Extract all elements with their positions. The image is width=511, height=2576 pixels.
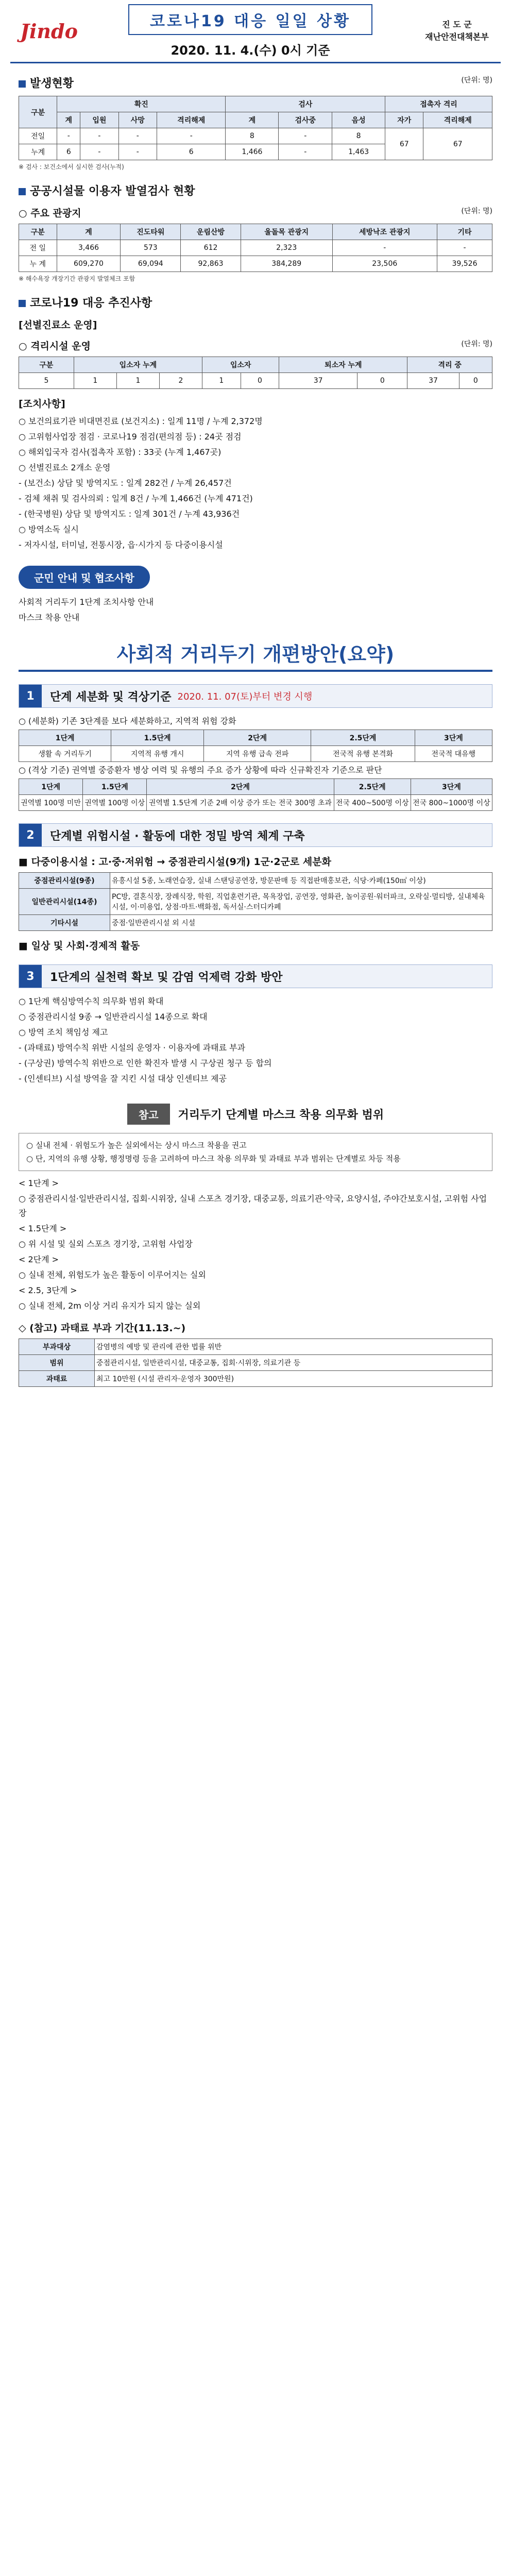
measure-line: - (보건소) 상담 및 방역지도 : 일계 282건 / 누계 26,457건 [19,478,232,488]
section2-sub [19,206,492,219]
row-label: 전 일 [19,240,57,256]
row-label: 기타시설 [19,915,110,931]
th-sub: 음성 [332,112,385,128]
th: 1단계 [19,730,111,746]
table-cell: 전국 800~1000명 이상 [411,795,492,811]
mask-stage-line: ○ 위 시설 및 실외 스포츠 경기장, 고위험 사업장 [19,1239,193,1249]
guide-pill: 군민 안내 및 협조사항 [19,566,150,589]
distancing-line: ○ 방역 조치 책임성 제고 [19,1027,108,1037]
table-cell: 573 [121,240,181,256]
table-cell: 384,289 [241,256,332,272]
activity-subhead: ■ 일상 및 사회·경제적 활동 [19,940,140,952]
th: 2.5단계 [311,730,415,746]
jindo-logo [10,20,88,43]
facility-table [19,872,492,931]
th: 2단계 [203,730,311,746]
bar-number: 2 [19,824,42,846]
table-cell: 37 [279,373,357,389]
th: 기타 [437,224,492,240]
th: 3단계 [411,779,492,795]
tourist-table [19,224,492,272]
dept-line2: 재난안전대책본부 [425,32,489,42]
measure-line: ○ 선별진료소 2개소 운영 [19,463,111,472]
th: 2단계 [147,779,334,795]
square-icon [19,300,26,307]
table-cell: 8 [332,128,385,144]
measure-line: ○ 해외입국자 검사(접촉자 포함) : 33곳 (누계 1,467곳) [19,447,222,457]
th: 1.5단계 [111,730,203,746]
distancing-line: - (과태료) 방역수칙 위반 시설의 운영자 · 이용자에 과태료 부과 [19,1043,246,1053]
th: 격리 중 [407,357,492,373]
table-cell: - [57,128,80,144]
table-cell: 권역별 100명 미만 [19,795,83,811]
table-cell: 6 [57,144,80,160]
row-label: 누 계 [19,256,57,272]
table-cell: 6 [157,144,226,160]
bar-text: 1단계의 실천력 확보 및 감염 억제력 강화 방안 [50,971,283,984]
table-cell: 8 [226,128,279,144]
bar-red-text: 2020. 11. 07(토)부터 변경 시행 [177,691,313,702]
table-row [19,889,492,915]
table-row [19,795,492,811]
facility-subhead: ■ 다중이용시설 : 고·중·저위험 → 중점관리시설(9개) 1군·2군로 세분화 [19,856,331,868]
table-cell: 92,863 [181,256,241,272]
mask-box [19,1133,492,1171]
th: 울돌목 관광지 [241,224,332,240]
th-tested: 검사 [226,96,385,112]
distancing-line: - (구상권) 방역수칙 위반으로 인한 확진자 발생 시 구상권 청구 등 합의 [19,1058,272,1068]
measure-line: ○ 고위험사업장 점검 · 코로나19 점검(편의점 등) : 24곳 점검 [19,432,242,442]
th-sub: 격리해제 [423,112,492,128]
table-cell: 2,323 [241,240,332,256]
table-row [19,373,492,389]
guide-item: 사회적 거리두기 1단계 조치사항 안내 [19,597,154,607]
section3-sub-text: ○ 격리시설 운영 [19,341,91,352]
section2-unit: (단위: 명) [461,207,492,215]
measures-heading: [조치사항] [19,398,65,410]
mask-title-bar [19,1104,492,1125]
table-cell: - [332,240,437,256]
table-cell: 지역적 유행 개시 [111,746,203,762]
section2-note: ※ 해수욕장 개장기간 관광지 발열체크 포함 [19,275,135,282]
table-cell: 권역별 100명 이상 [83,795,147,811]
table-cell: 권역별 1.5단계 기준 2배 이상 증가 또는 전국 300명 초과 [147,795,334,811]
row-label: 부과대상 [19,1339,95,1355]
table-cell: 1,466 [226,144,279,160]
row-label: 범위 [19,1355,95,1371]
th: 계 [57,224,121,240]
measure-line: ○ 방역소독 실시 [19,524,79,534]
content [0,75,511,1387]
bar-number: 1 [19,685,42,707]
th-sub: 검사중 [279,112,332,128]
th-contacts: 접촉자 격리 [385,96,492,112]
quarantine-table [19,357,492,389]
criteria-table [19,778,492,811]
mask-box-line: ○ 실내 전체 · 위험도가 높은 실외에서는 상시 마스크 착용을 권고 [26,1141,247,1150]
report-datetime: 2020. 11. 4.(수) 0시 기준 [171,43,330,58]
table-cell: 1 [202,373,241,389]
distancing-line: ○ 중점관리시설 9종 → 일반관리시설 14종으로 확대 [19,1012,208,1022]
title-box [88,4,413,58]
table-cell: 감염병의 예방 및 관리에 관한 법률 위반 [95,1339,492,1355]
th: 구분 [19,224,57,240]
table-cell: 39,526 [437,256,492,272]
th-sub: 입원 [80,112,118,128]
th-confirmed: 확진 [57,96,226,112]
table-cell: 69,094 [121,256,181,272]
row-label: 전일 [19,128,57,144]
row-label: 누계 [19,144,57,160]
logo-text: Jindo [20,19,78,43]
mask-stage-line: ○ 실내 전체, 위험도가 높은 활동이 이루어지는 실외 [19,1270,206,1280]
table-row [19,873,492,889]
row-label: 과태료 [19,1371,95,1387]
distancing-bar1 [19,684,492,708]
table-cell: 중점관리시설, 일반관리시설, 대중교통, 집회·시위장, 의료기관 등 [95,1355,492,1371]
table-cell: 최고 10만원 (시설 관리자·운영자 300만원) [95,1371,492,1387]
table-cell: 23,506 [332,256,437,272]
th-sub: 계 [57,112,80,128]
distancing-line: ○ 1단계 핵심방역수칙 의무화 범위 확대 [19,996,164,1006]
table-row [19,1355,492,1371]
bar-number: 3 [19,965,42,988]
distancing-line: ○ (격상 기준) 권역별 중증환자 병상 여력 및 유행의 주요 증가 상황에 따라 신규확진자 기준으로 판단 [19,765,382,775]
guide-item: 마스크 착용 안내 [19,613,80,622]
table-cell: - [279,144,332,160]
th: 2.5단계 [334,779,411,795]
distancing-line: ○ (세분화) 기존 3단계를 보다 세분화하고, 지역적 위험 강화 [19,716,236,726]
table-cell: - [437,240,492,256]
table-cell: 67 [423,128,492,160]
mask-stage-line: < 1.5단계 > [19,1224,67,1233]
dept-line1: 진 도 군 [442,20,472,29]
mask-table-title: ◇ (참고) 과태료 부과 기간(11.13.~) [19,1323,186,1334]
section3-subheading: [선별진료소 운영] [19,319,97,331]
th: 1.5단계 [83,779,147,795]
row-label: 일반관리시설(14종) [19,889,110,915]
section1-heading-text: 발생현황 [30,77,74,90]
table-cell: 전국적 유행 본격화 [311,746,415,762]
th: 운림산방 [181,224,241,240]
table-cell: 중점·일반관리시설 외 시설 [110,915,492,931]
distancing-lines [19,714,492,728]
mask-stage-line: < 2.5, 3단계 > [19,1285,77,1295]
distancing-lines3 [19,994,492,1086]
row-label: 중점관리시설(9종) [19,873,110,889]
mask-stage-line: < 1단계 > [19,1178,59,1188]
guide-list [19,595,492,625]
table-cell: 0 [357,373,407,389]
title-divider [19,670,492,672]
table-cell: 1 [116,373,159,389]
distancing-bar3 [19,964,492,988]
measure-line: ○ 보건의료기관 비대면진료 (보건지소) : 일계 11명 / 누계 2,372명 [19,416,263,426]
measure-line: - 검체 채취 및 검사의뢰 : 일계 8건 / 누계 1,466건 (누계 471건) [19,494,253,503]
distancing-line: - (인센티브) 시설 방역을 잘 지킨 시설 대상 인센티브 제공 [19,1074,227,1083]
table-cell: 2 [159,373,202,389]
table-row [19,746,492,762]
bar-text: 단계별 위험시설 · 활동에 대한 정밀 방역 체계 구축 [50,829,305,843]
th-sub: 사망 [118,112,157,128]
section1-unit: (단위: 명) [461,76,492,84]
table-cell: 0 [459,373,492,389]
mask-tag: 참고 [127,1104,170,1125]
table-cell: 5 [19,373,74,389]
mask-stage-line: ○ 중점관리시설·일반관리시설, 집회·시위장, 실내 스포츠 경기장, 대중교통, 의료기관·약국, 요양시설, 주야간보호시설, 고위험 사업장 [19,1194,487,1218]
table-row [19,915,492,931]
report-title: 코로나19 대응 일일 상황 [128,4,372,35]
table-row [19,128,492,144]
mask-box-line: ○ 단, 지역의 유행 상황, 행정명령 등을 고려하여 마스크 착용 의무화 및 과태료 부과 범위는 단계별로 차등 적용 [26,1154,401,1163]
section1-heading [19,75,492,91]
section2-sub-text: ○ 주요 관광지 [19,208,81,219]
table-cell: PC방, 결혼식장, 장례식장, 학원, 직업훈련기관, 목욕장업, 공연장, 영화관, 놀이공원·워터파크, 오락실·멀티방, 실내체육시설, 이·미용업, 상점·마트·백화점, 독서실·스터디카페 [110,889,492,915]
department [413,19,501,43]
th: 퇴소자 누계 [279,357,407,373]
section1-note: ※ 검사 : 보건소에서 실시한 검사(누적) [19,163,124,171]
table-cell: 유흥시설 5종, 노래연습장, 실내 스탠딩공연장, 방문판매 등 직접판매홍보관, 식당·카페(150㎡ 이상) [110,873,492,889]
th: 1단계 [19,779,83,795]
table-cell: - [118,128,157,144]
status-table [19,96,492,160]
th: 세방낙조 관광지 [332,224,437,240]
section3-sub [19,338,492,352]
th: 구분 [19,357,74,373]
mask-stage-line: < 2단계 > [19,1255,59,1264]
table-cell: - [157,128,226,144]
th: 3단계 [415,730,492,746]
table-cell: 전국 400~500명 이상 [334,795,411,811]
section2-heading-text: 공공시설물 이용자 발열검사 현황 [30,185,195,198]
table-cell: - [80,128,118,144]
th-category: 구분 [19,96,57,128]
table-cell: 지역 유행 급속 전파 [203,746,311,762]
th-sub: 자가 [385,112,423,128]
measures-list [19,414,492,552]
th: 입소자 누계 [74,357,202,373]
section3-heading-text: 코로나19 대응 추진사항 [30,297,152,310]
th-sub: 계 [226,112,279,128]
table-cell: 3,466 [57,240,121,256]
header [10,0,501,63]
section2-heading [19,182,492,198]
square-icon [19,188,26,195]
distancing-lines2 [19,763,492,777]
table-row [19,240,492,256]
table-cell: 전국적 대유행 [415,746,492,762]
distancing-title: 사회적 거리두기 개편방안(요약) [116,643,395,666]
bar-text: 단계 세분화 및 격상기준 [50,690,172,704]
th: 입소자 [202,357,279,373]
section3-heading [19,294,492,310]
mask-table [19,1338,492,1387]
table-cell: 37 [407,373,459,389]
table-cell: - [118,144,157,160]
mask-stage-list [19,1176,492,1313]
table-cell: 67 [385,128,423,160]
measure-line: - 저자시설, 터미널, 전통시장, 읍·시가지 등 다중이용시설 [19,540,223,550]
distancing-bar2 [19,823,492,847]
th-sub: 격리해제 [157,112,226,128]
mask-title: 거리두기 단계별 마스크 착용 의무화 범위 [178,1109,384,1122]
table-cell: - [279,128,332,144]
mask-stage-line: ○ 실내 전체, 2m 이상 거리 유지가 되지 않는 실외 [19,1301,201,1311]
table-cell: 1,463 [332,144,385,160]
table-cell: 0 [241,373,279,389]
square-icon [19,80,26,88]
measure-line: - (한국병원) 상담 및 방역지도 : 일계 301건 / 누계 43,936건 [19,509,240,519]
table-cell: 612 [181,240,241,256]
table-cell: 1 [74,373,116,389]
section3-unit: (단위: 명) [461,340,492,348]
th: 진도타워 [121,224,181,240]
stage-table [19,730,492,762]
table-row [19,1339,492,1355]
table-cell: - [80,144,118,160]
table-row [19,1371,492,1387]
table-cell: 609,270 [57,256,121,272]
table-row [19,256,492,272]
table-cell: 생활 속 거리두기 [19,746,111,762]
